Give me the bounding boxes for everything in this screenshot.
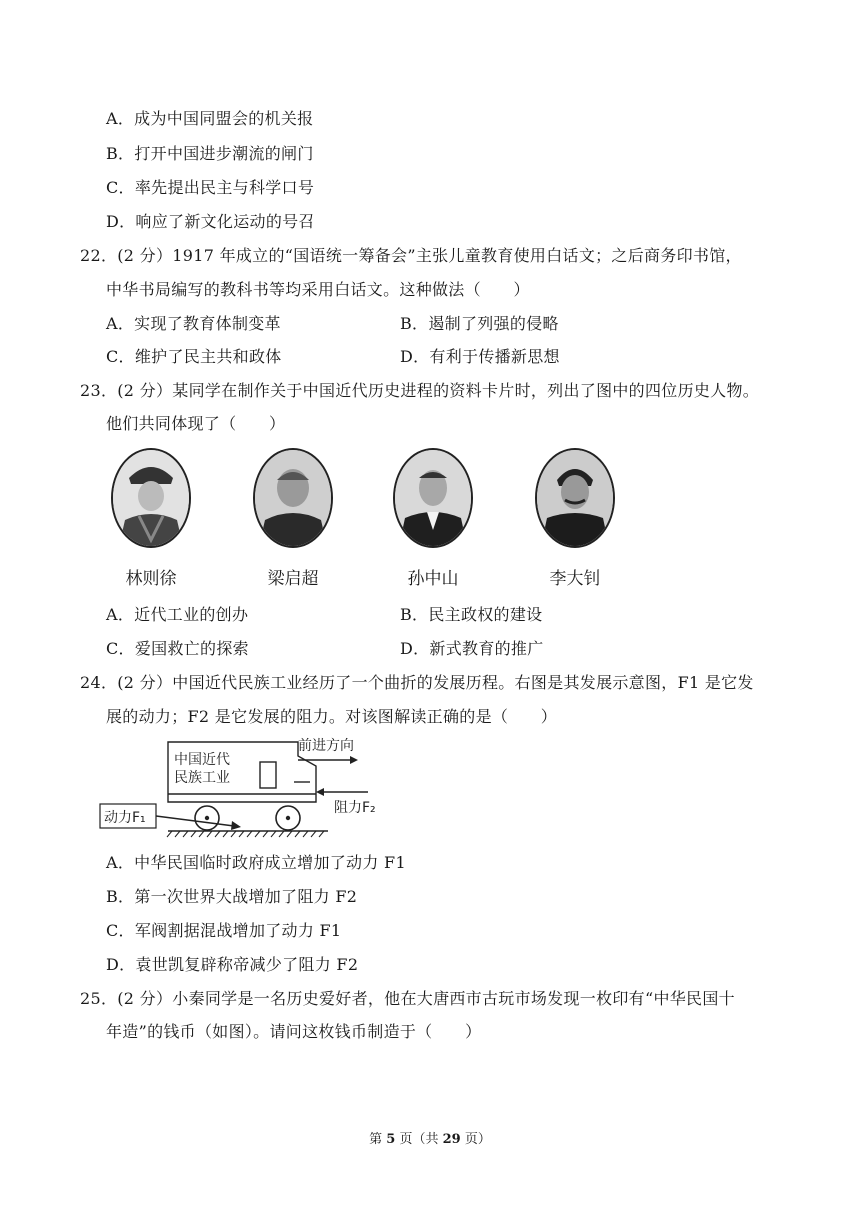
wheel-rear [276,806,300,830]
q21-option-a: A．成为中国同盟会的机关报 [106,109,314,128]
vehicle-label-1: 中国近代 [174,752,230,768]
footer-suffix: 页） [460,1132,491,1147]
portrait-image [111,448,191,548]
vehicle-label-2: 民族工业 [174,770,230,786]
power-label: 动力F₁ [104,810,146,826]
resistance-label: 阻力F₂ [334,800,376,816]
portrait-liang-qichao [238,448,348,589]
q24-stem-line1: 24．(2 分）中国近代民族工业经历了一个曲折的发展历程。右图是其发展示意图，F1 是它发 [80,673,754,692]
q23-option-c: C．爱国救亡的探索 [106,639,249,658]
footer-prefix: 第 [369,1132,387,1147]
person-name: 孙中山 [407,569,459,589]
q22-option-c: C．维护了民主共和政体 [106,347,282,366]
q23-option-a: A．近代工业的创办 [106,605,249,624]
q24-stem-line2: 展的动力；F2 是它发展的阻力。对该图解读正确的是（ ） [106,707,558,726]
resistance-arrow [316,788,368,796]
portrait-image [393,448,473,548]
footer-total-pages: 29 [442,1132,461,1147]
footer-middle: 页（共 [395,1132,443,1147]
portrait-image [253,448,333,548]
wheel-front [195,806,219,830]
forward-arrow [298,756,358,764]
q22-option-a: A．实现了教育体制变革 [106,314,281,333]
q23-stem-line1: 23．(2 分）某同学在制作关于中国近代历史进程的资料卡片时，列出了图中的四位历史人物。 [80,381,760,400]
portrait-row [96,448,636,594]
q23-stem-line2: 他们共同体现了（ ） [106,414,286,433]
q25-stem-line1: 25．(2 分）小秦同学是一名历史爱好者，他在大唐西市古玩市场发现一枚印有“中华民国十 [80,989,735,1008]
portrait-lin-zexu [96,448,206,589]
person-name: 梁启超 [267,569,319,589]
q24-option-c: C．军阀割据混战增加了动力 F1 [106,921,342,940]
q22-stem-line2: 中华书局编写的教科书等均采用白话文。这种做法（ ） [106,280,530,299]
q22-option-b: B．遏制了列强的侵略 [400,314,559,333]
q21-option-b: B．打开中国进步潮流的闸门 [106,144,314,163]
q24-option-b: B．第一次世界大战增加了阻力 F2 [106,887,358,906]
portrait-li-dazhao [520,448,630,589]
portrait-image [535,448,615,548]
person-name: 林则徐 [125,569,177,589]
portrait-sun-yatsen [378,448,488,589]
q24-option-a: A．中华民国临时政府成立增加了动力 F1 [106,853,406,872]
q21-option-d: D．响应了新文化运动的号召 [106,212,315,231]
forward-label: 前进方向 [298,738,354,754]
ground-hatching [167,831,328,837]
q22-option-d: D．有利于传播新思想 [400,347,560,366]
force-diagram [98,732,398,848]
q23-option-d: D．新式教育的推广 [400,639,544,658]
person-name: 李大钊 [549,569,601,589]
q22-stem-line1: 22．(2 分）1917 年成立的“国语统一筹备会”主张儿童教育使用白话文；之后商务印书馆， [80,246,742,265]
q24-option-d: D．袁世凯复辟称帝减少了阻力 F2 [106,955,359,974]
page-footer [0,1128,860,1147]
q21-option-c: C．率先提出民主与科学口号 [106,178,315,197]
q23-option-b: B．民主政权的建设 [400,605,543,624]
q25-stem-line2: 年造”的钱币（如图）。请问这枚钱币制造于（ ） [106,1022,482,1041]
footer-page-number: 5 [386,1132,396,1147]
